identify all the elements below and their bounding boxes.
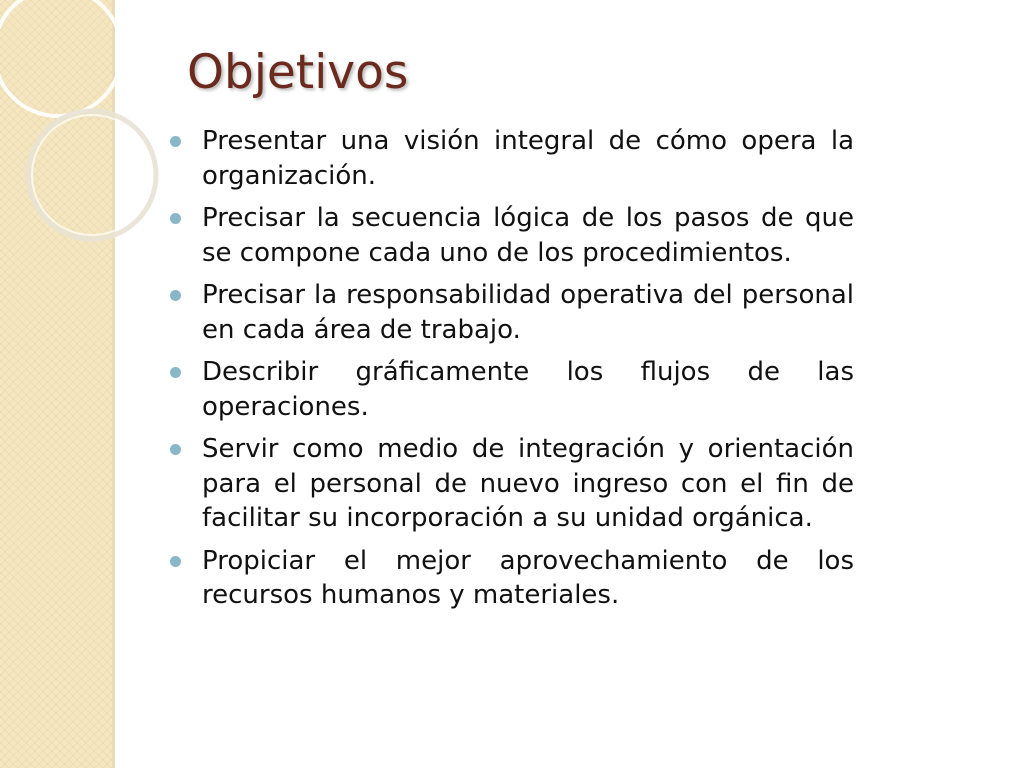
decorative-rings bbox=[0, 0, 160, 260]
bullet-icon bbox=[170, 213, 181, 224]
bullet-icon bbox=[170, 556, 181, 567]
list-item-text: Describir gráficamente los flujos de las operaciones. bbox=[202, 357, 854, 422]
bullet-icon bbox=[170, 444, 181, 455]
bullet-icon bbox=[170, 290, 181, 301]
bullet-icon bbox=[170, 367, 181, 378]
list-item-text: Precisar la responsabilidad operativa del personal en cada área de trabajo. bbox=[202, 280, 854, 345]
list-item-text: Servir como medio de integración y orientación para el personal de nuevo ingreso con el fin de facilitar su incorporación a su unidad orgánica. bbox=[202, 434, 854, 533]
list-item bbox=[168, 355, 854, 424]
decorative-ring-lower-highlight bbox=[32, 115, 152, 235]
list-item-text: Presentar una visión integral de cómo opera la organización. bbox=[202, 126, 854, 191]
slide-title: Objetivos bbox=[187, 45, 409, 100]
decorative-ring-upper bbox=[0, 0, 122, 116]
list-item-text: Precisar la secuencia lógica de los pasos de que se compone cada uno de los procedimientos. bbox=[202, 203, 854, 268]
list-item-text: Propiciar el mejor aprovechamiento de los recursos humanos y materiales. bbox=[202, 545, 854, 610]
list-item bbox=[168, 124, 854, 193]
objectives-list bbox=[168, 124, 854, 621]
decorative-ring-lower bbox=[28, 111, 156, 239]
list-item bbox=[168, 544, 854, 613]
list-item bbox=[168, 201, 854, 270]
bullet-icon bbox=[170, 136, 181, 147]
list-item bbox=[168, 432, 854, 536]
list-item bbox=[168, 278, 854, 347]
